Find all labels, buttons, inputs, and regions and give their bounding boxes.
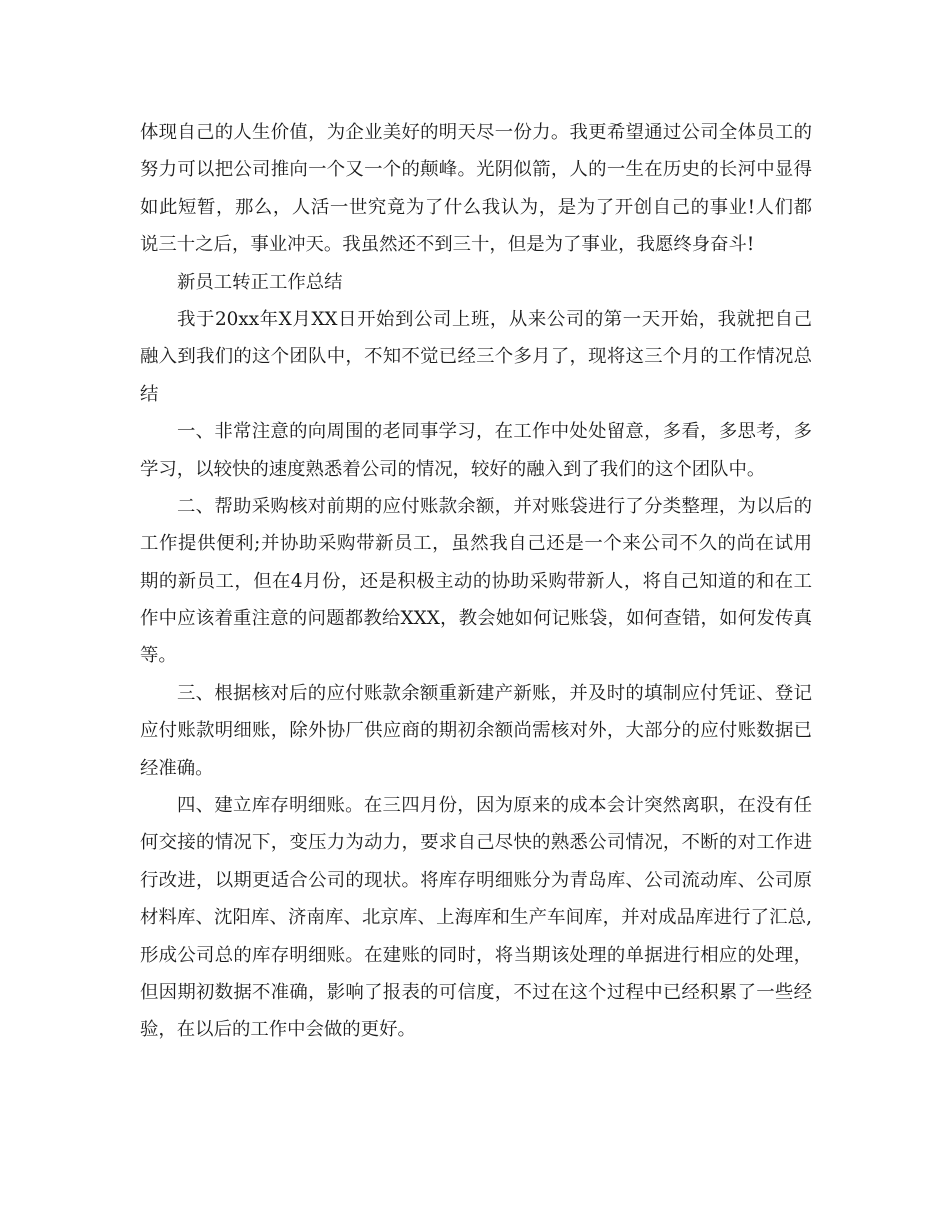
text-line: 作中应该着重注意的问题都教给XXX，教会她如何记账袋，如何查错，如何发传真 — [140, 608, 812, 630]
text-line: 材料库、沈阳库、济南库、北京库、上海库和生产车间库，并对成品库进行了汇总, — [140, 907, 812, 929]
text-line: 经准确。 — [140, 757, 214, 779]
text-line: 体现自己的人生价值，为企业美好的明天尽一份力。我更希望通过公司全体员工的 — [140, 122, 812, 143]
text-line: 期的新员工，但在4月份，还是积极主动的协助采购带新人，将自己知道的和在工 — [140, 570, 812, 592]
document-page — [140, 114, 812, 1049]
text-line: 一、非常注意的向周围的老同事学习，在工作中处处留意，多看，多思考，多 — [177, 421, 812, 443]
text-line: 结 — [140, 383, 159, 405]
text-line: 融入到我们的这个团队中，不知不觉已经三个多月了，现将这三个月的工作情况总 — [140, 346, 812, 368]
text-line: 验，在以后的工作中会做的更好。 — [140, 1019, 416, 1041]
text-line: 努力可以把公司推向一个又一个的颠峰。光阴似箭，人的一生在历史的长河中显得 — [140, 159, 812, 181]
text-line: 形成公司总的库存明细账。在建账的同时，将当期该处理的单据进行相应的处理， — [140, 944, 812, 966]
text-line: 如此短暂，那么，人活一世究竟为了什么我认为，是为了开创自己的事业!人们都 — [140, 196, 812, 218]
text-line: 四、建立库存明细账。在三四月份，因为原来的成本会计突然离职，在没有任 — [177, 795, 812, 817]
text-line: 等。 — [140, 645, 177, 667]
section-heading: 新员工转正工作总结 — [177, 271, 343, 293]
text-line: 学习，以较快的速度熟悉着公司的情况，较好的融入到了我们的这个团队中。 — [140, 458, 766, 480]
text-line: 但因期初数据不准确，影响了报表的可信度，不过在这个过程中已经积累了一些经 — [140, 981, 812, 1003]
text-line: 工作提供便利;并协助采购带新员工，虽然我自己还是一个来公司不久的尚在试用 — [140, 533, 812, 555]
document-body — [140, 114, 812, 1049]
text-line: 行改进，以期更适合公司的现状。将库存明细账分为青岛库、公司流动库、公司原 — [140, 869, 812, 891]
text-line: 三、根据核对后的应付账款余额重新建产新账，并及时的填制应付凭证、登记 — [177, 682, 812, 704]
text-line: 我于20xx年X月XX日开始到公司上班，从来公司的第一天开始，我就把自己 — [177, 308, 812, 330]
text-line: 二、帮助采购核对前期的应付账款余额，并对账袋进行了分类整理，为以后的 — [177, 495, 812, 517]
text-line: 何交接的情况下，变压力为动力，要求自己尽快的熟悉公司情况，不断的对工作进 — [140, 832, 812, 854]
text-line: 说三十之后，事业冲天。我虽然还不到三十，但是为了事业，我愿终身奋斗! — [140, 234, 755, 256]
text-line: 应付账款明细账，除外协厂供应商的期初余额尚需核对外，大部分的应付账数据已 — [140, 720, 812, 742]
